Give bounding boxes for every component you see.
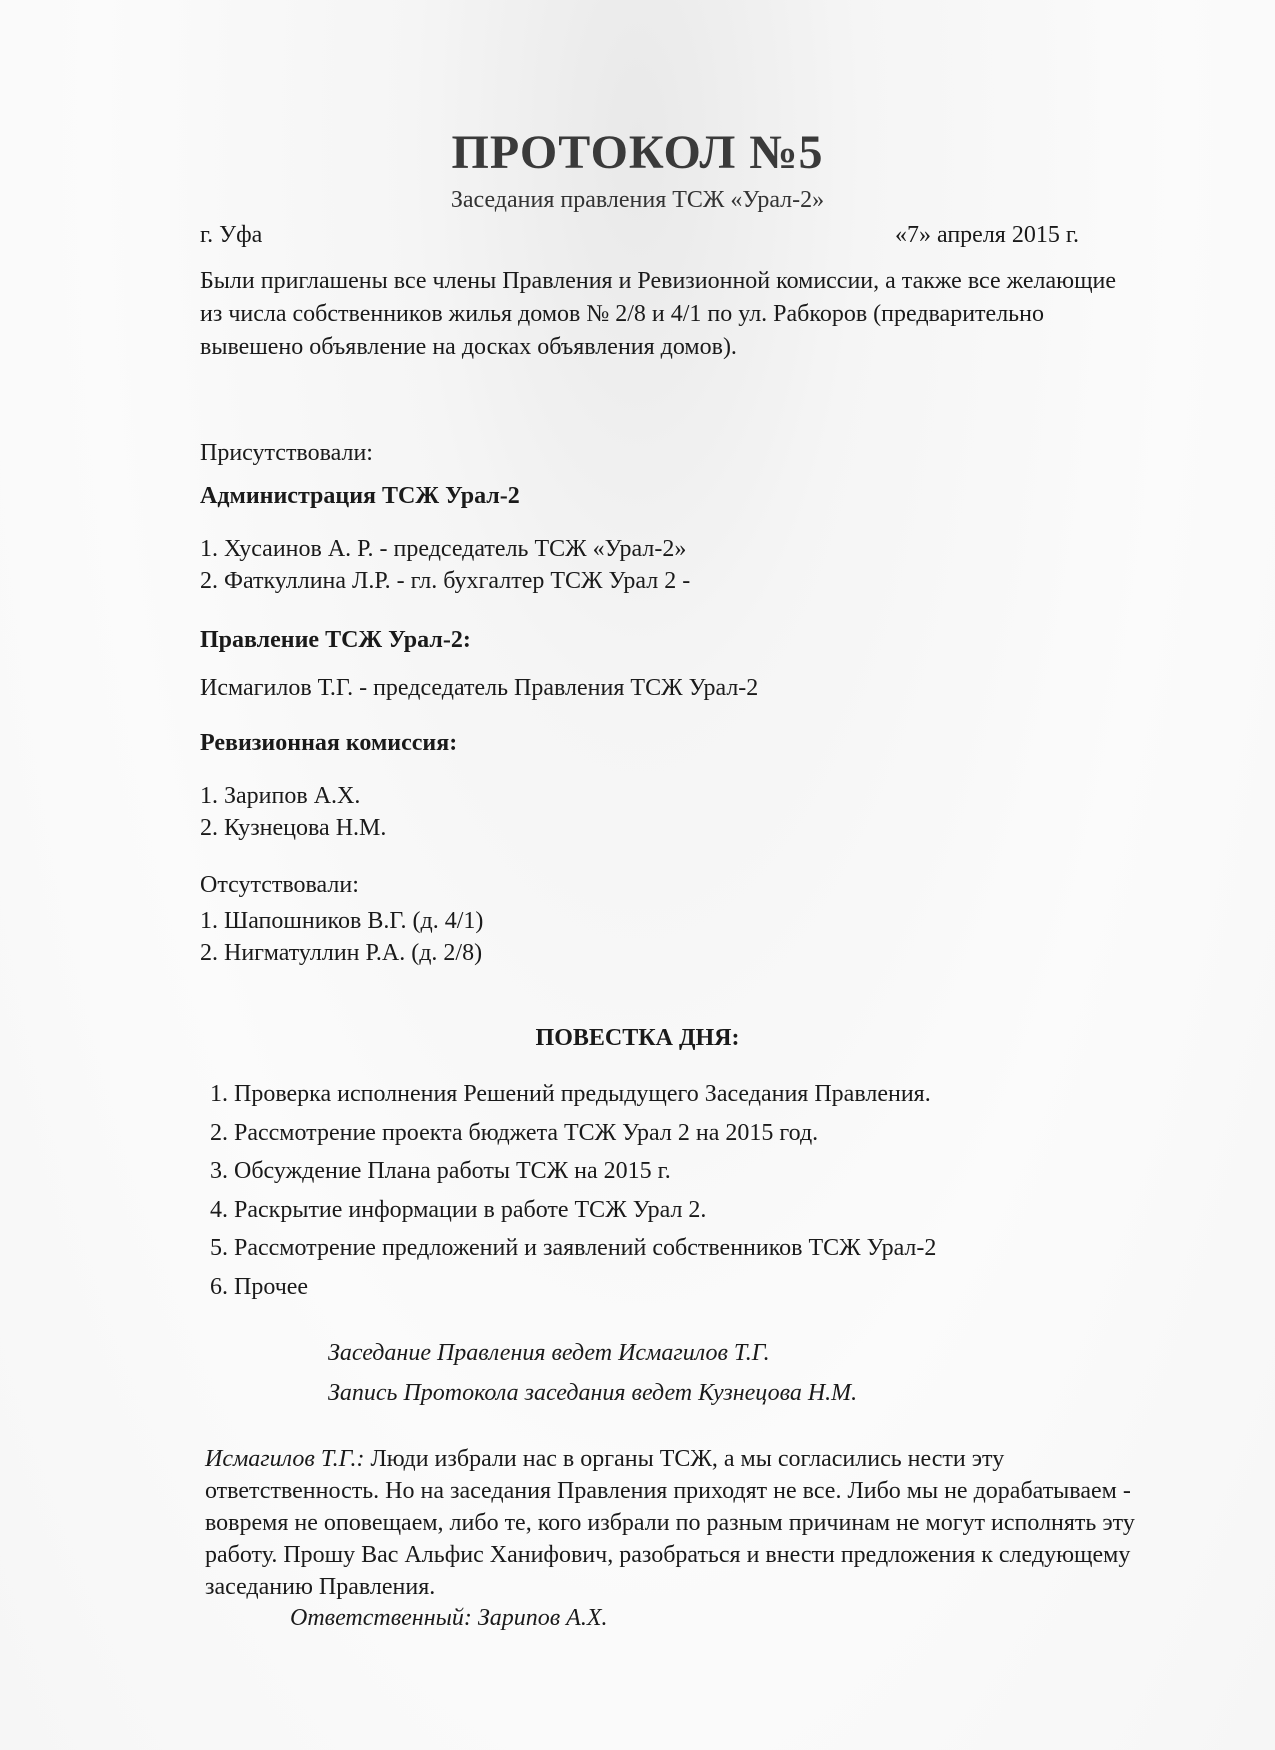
document-subtitle: Заседания правления ТСЖ «Урал-2»: [450, 187, 825, 213]
list-item: 1. Зарипов А.Х.: [200, 783, 361, 809]
agenda-item: 3. Обсуждение Плана работы ТСЖ на 2015 г.: [210, 1158, 671, 1184]
agenda-title: ПОВЕСТКА ДНЯ:: [535, 1025, 740, 1051]
agenda-item: 6. Прочее: [210, 1273, 309, 1300]
speech-paragraph: [205, 1443, 1140, 1603]
agenda-item: 1. Проверка исполнения Решений предыдущего Заседания Правления.: [210, 1081, 931, 1107]
administration-heading: Администрация ТСЖ Урал-2: [200, 483, 520, 509]
administration-list: [200, 533, 690, 597]
list-item: 2. Кузнецова Н.М.: [200, 815, 387, 841]
list-item: 1. Хусаинов А. Р. - председатель ТСЖ «Урал-2»: [200, 536, 687, 562]
agenda-item: 5. Рассмотрение предложений и заявлений собственников ТСЖ Урал-2: [210, 1235, 937, 1261]
audit-list: [200, 780, 386, 844]
city: г. Уфа: [200, 222, 263, 248]
date: «7» апреля 2015 г.: [895, 222, 1079, 248]
audit-heading: Ревизионная комиссия:: [200, 730, 458, 756]
chair-records: Запись Протокола заседания ведет Кузнецова Н.М.: [328, 1380, 858, 1406]
responsible-person: Ответственный: Зарипов А.Х.: [290, 1605, 608, 1631]
agenda-item: 4. Раскрытие информации в работе ТСЖ Урал 2.: [210, 1196, 707, 1223]
board-member: Исмагилов Т.Г. - председатель Правления ТСЖ Урал-2: [200, 675, 759, 701]
list-item: 1. Шапошников В.Г. (д. 4/1): [200, 908, 484, 934]
chair-leads: Заседание Правления ведет Исмагилов Т.Г.: [328, 1340, 770, 1366]
present-label: Присутствовали:: [200, 440, 373, 466]
intro-paragraph: Были приглашены все члены Правления и Ревизионной комиссии, а также все желающие из числа собственников жилья домов № 2/8 и 4/1 по ул. Рабкоров (предварительно вывешено объявление на досках объявления домов).: [200, 268, 1117, 360]
list-item: 2. Фаткуллина Л.Р. - гл. бухгалтер ТСЖ Урал 2 -: [200, 568, 691, 594]
agenda-list: [210, 1075, 936, 1306]
list-item: 2. Нигматуллин Р.А. (д. 2/8): [200, 940, 483, 966]
speaker-name: Исмагилов Т.Г.:: [205, 1446, 365, 1472]
agenda-item: 2. Рассмотрение проекта бюджета ТСЖ Урал 2 на 2015 год.: [210, 1119, 819, 1146]
absent-list: [200, 905, 483, 969]
speech-text: Люди избрали нас в органы ТСЖ, а мы согласились нести эту ответственность. Но на заседания Правления приходят не все. Либо мы не дорабатываем - вовремя не оповещаем, либо те, кого избрали по разным причинам не могут исполнять эту работу. Прошу Вас Альфис Ханифович, разобраться и внести предложения к следующему заседанию Правления.: [205, 1446, 1135, 1600]
board-heading: Правление ТСЖ Урал-2:: [200, 627, 471, 653]
absent-label: Отсутствовали:: [200, 872, 359, 898]
document-title: ПРОТОКОЛ №5: [451, 126, 824, 179]
